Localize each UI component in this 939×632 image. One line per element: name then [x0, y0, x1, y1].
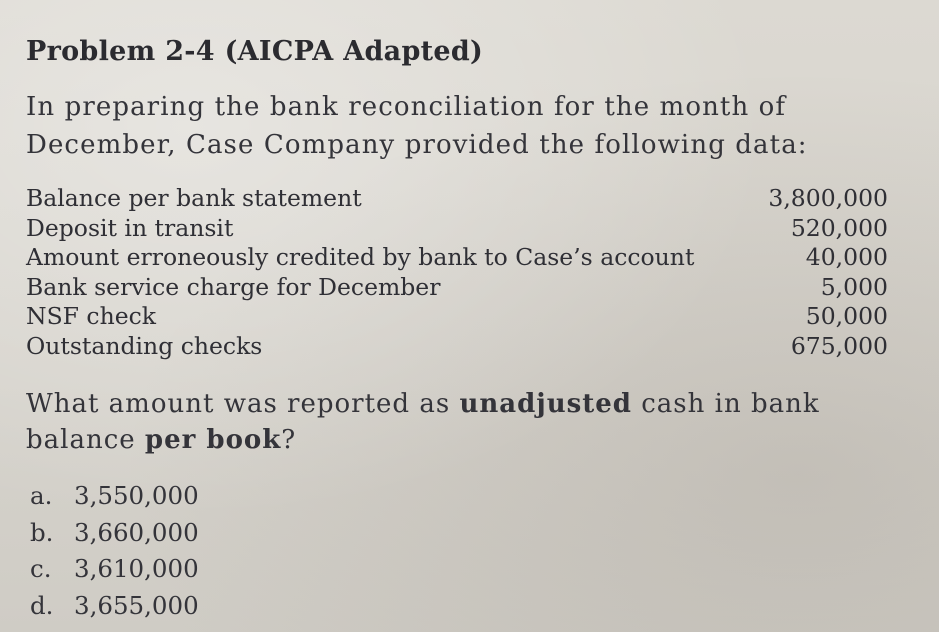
data-row: [26, 214, 888, 244]
question-emphasis: unadjusted: [459, 389, 632, 419]
choice-value: 3,660,000: [74, 517, 199, 547]
choice-b[interactable]: [30, 515, 199, 552]
data-label: NSF check: [26, 302, 157, 330]
choice-value: 3,550,000: [74, 481, 199, 510]
data-amount: 3,800,000: [768, 184, 888, 212]
choice-value: 3,610,000: [74, 554, 199, 583]
answer-choices: [30, 478, 199, 624]
data-label: Balance per bank statement: [26, 184, 362, 212]
problem-title: Problem 2-4 (AICPA Adapted): [26, 36, 484, 67]
choice-c[interactable]: [30, 551, 199, 588]
data-label: Amount erroneously credited by bank to Case’s account: [26, 243, 695, 271]
question-part: cash in bank balance: [26, 389, 820, 455]
question-emphasis: per book: [144, 425, 282, 455]
data-label: Deposit in transit: [26, 213, 234, 242]
data-label: Outstanding checks: [26, 331, 263, 360]
choice-letter: d.: [30, 590, 54, 620]
data-row: [26, 332, 888, 362]
data-row: [26, 243, 888, 273]
data-amount: 40,000: [805, 243, 888, 271]
choice-a[interactable]: [30, 478, 199, 515]
data-row: [26, 184, 888, 214]
question-text: [26, 386, 906, 458]
data-row: [26, 302, 888, 332]
data-label: Bank service charge for December: [26, 272, 441, 301]
data-amount: 675,000: [790, 331, 888, 360]
data-amount: 5,000: [820, 272, 888, 301]
choice-d[interactable]: [30, 588, 199, 625]
data-row: [26, 273, 888, 303]
data-table: [26, 184, 888, 361]
question-part: ?: [281, 425, 297, 455]
choice-letter: b.: [30, 517, 54, 547]
question-part: What amount was reported as: [26, 389, 460, 419]
data-amount: 520,000: [790, 213, 888, 242]
choice-letter: c.: [30, 554, 52, 583]
data-amount: 50,000: [805, 302, 888, 330]
problem-intro: In preparing the bank reconciliation for the month of December, Case Company provided the following data:: [26, 92, 808, 160]
choice-letter: a.: [30, 481, 53, 510]
choice-value: 3,655,000: [74, 590, 199, 620]
